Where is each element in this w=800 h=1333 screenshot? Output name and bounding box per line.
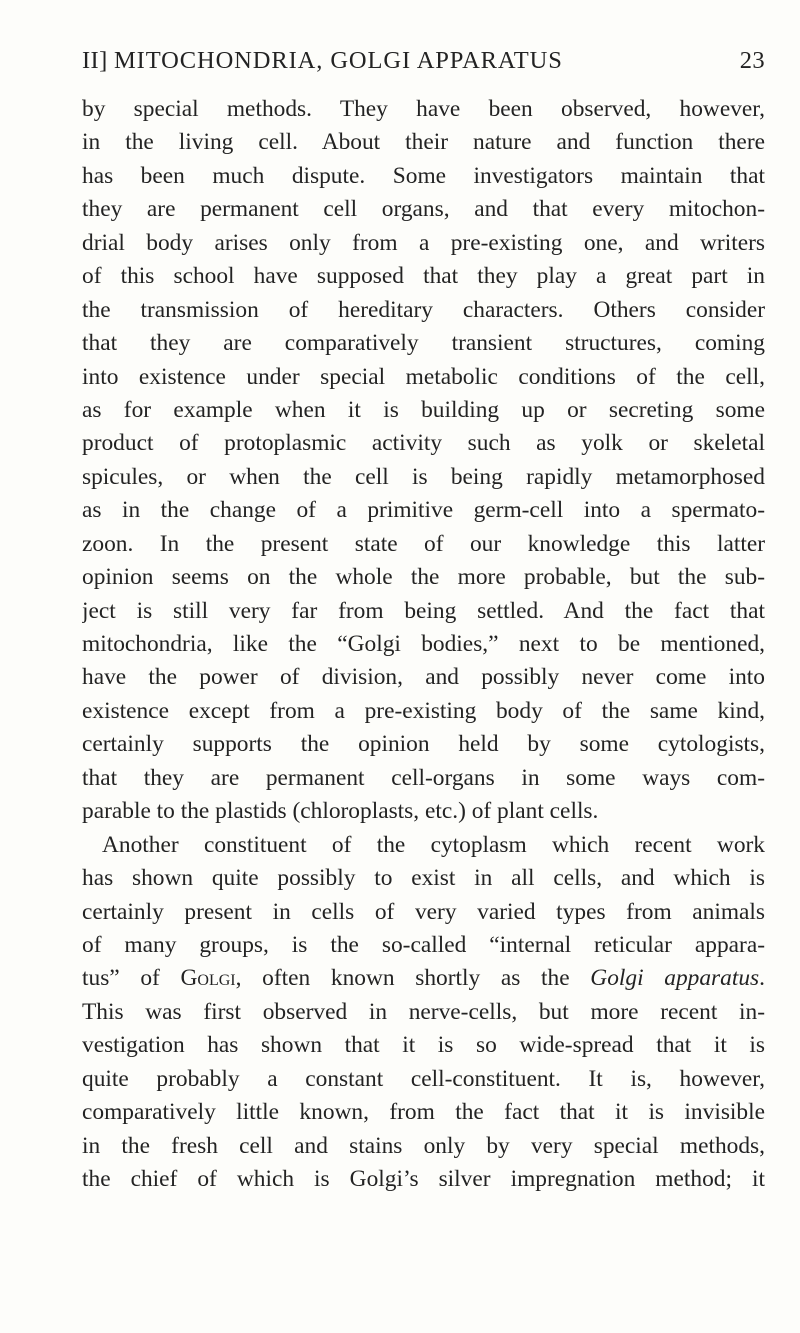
text-line: Another constituent of the cytoplasm which recent work bbox=[102, 831, 765, 858]
text-line: as in the change of a primitive germ-cell into a spermato- bbox=[82, 497, 765, 524]
text-segment: . bbox=[759, 965, 765, 992]
text-line: has been much dispute. Some investigators maintain that bbox=[82, 162, 765, 189]
text-line: existence except from a pre-existing body of the same kind, bbox=[82, 697, 765, 724]
text-line: This was first observed in nerve-cells, but more recent in- bbox=[82, 998, 765, 1025]
text-line: by special methods. They have been observed, however, bbox=[82, 96, 765, 122]
text-line: spicules, or when the cell is being rapidly metamorphosed bbox=[82, 463, 765, 490]
text-line: into existence under special metabolic conditions of the cell, bbox=[82, 363, 765, 390]
italic-term: Golgi apparatus bbox=[590, 965, 760, 992]
text-line-mixed bbox=[82, 962, 765, 995]
text-line: of this school have supposed that they play a great part in bbox=[82, 263, 765, 290]
text-line: they are permanent cell organs, and that every mitochon- bbox=[82, 196, 765, 223]
author-name-smallcaps: Golgi bbox=[180, 965, 236, 992]
text-line: that they are permanent cell-organs in some ways com- bbox=[82, 764, 765, 791]
text-line: in the living cell. About their nature and function there bbox=[82, 129, 765, 156]
text-line: in the fresh cell and stains only by very special methods, bbox=[82, 1132, 765, 1159]
text-line: certainly present in cells of very varied types from animals bbox=[82, 898, 765, 925]
text-line: mitochondria, like the “Golgi bodies,” next to be mentioned, bbox=[82, 631, 765, 657]
text-line: the transmission of hereditary characters. Others consider bbox=[82, 296, 765, 323]
text-line: quite probably a constant cell-constituent. It is, however, bbox=[82, 1065, 765, 1092]
text-line: product of protoplasmic activity such as yolk or skeletal bbox=[82, 430, 765, 457]
text-line: that they are comparatively transient structures, coming bbox=[82, 330, 765, 357]
chapter-number: II] bbox=[82, 47, 108, 74]
text-line: have the power of division, and possibly never come into bbox=[82, 664, 765, 691]
text-line: certainly supports the opinion held by some cytologists, bbox=[82, 731, 765, 758]
text-line: the chief of which is Golgi’s silver impregnation method; it bbox=[82, 1166, 765, 1192]
text-line: parable to the plastids (chloroplasts, etc.) of plant cells. bbox=[82, 798, 599, 825]
text-segment: tus” of bbox=[82, 965, 181, 992]
text-line: vestigation has shown that it is so wide-spread that it is bbox=[82, 1032, 765, 1059]
running-title: MITOCHONDRIA, GOLGI APPARATUS bbox=[114, 47, 563, 74]
running-header bbox=[82, 47, 765, 83]
text-line: comparatively little known, from the fact that it is invisible bbox=[82, 1099, 765, 1126]
text-line: has shown quite possibly to exist in all cells, and which is bbox=[82, 865, 765, 892]
text-line: of many groups, is the so-called “internal reticular appara- bbox=[82, 931, 765, 958]
page-number: 23 bbox=[739, 47, 765, 74]
body-text bbox=[82, 93, 765, 1196]
text-line: opinion seems on the whole the more probable, but the sub- bbox=[82, 564, 765, 591]
text-line: drial body arises only from a pre-existing one, and writers bbox=[82, 229, 765, 256]
text-line: as for example when it is building up or secreting some bbox=[82, 396, 765, 423]
text-line: zoon. In the present state of our knowledge this latter bbox=[82, 530, 765, 557]
text-line: ject is still very far from being settled. And the fact that bbox=[82, 597, 765, 624]
text-segment: , often known shortly as the bbox=[235, 965, 591, 992]
